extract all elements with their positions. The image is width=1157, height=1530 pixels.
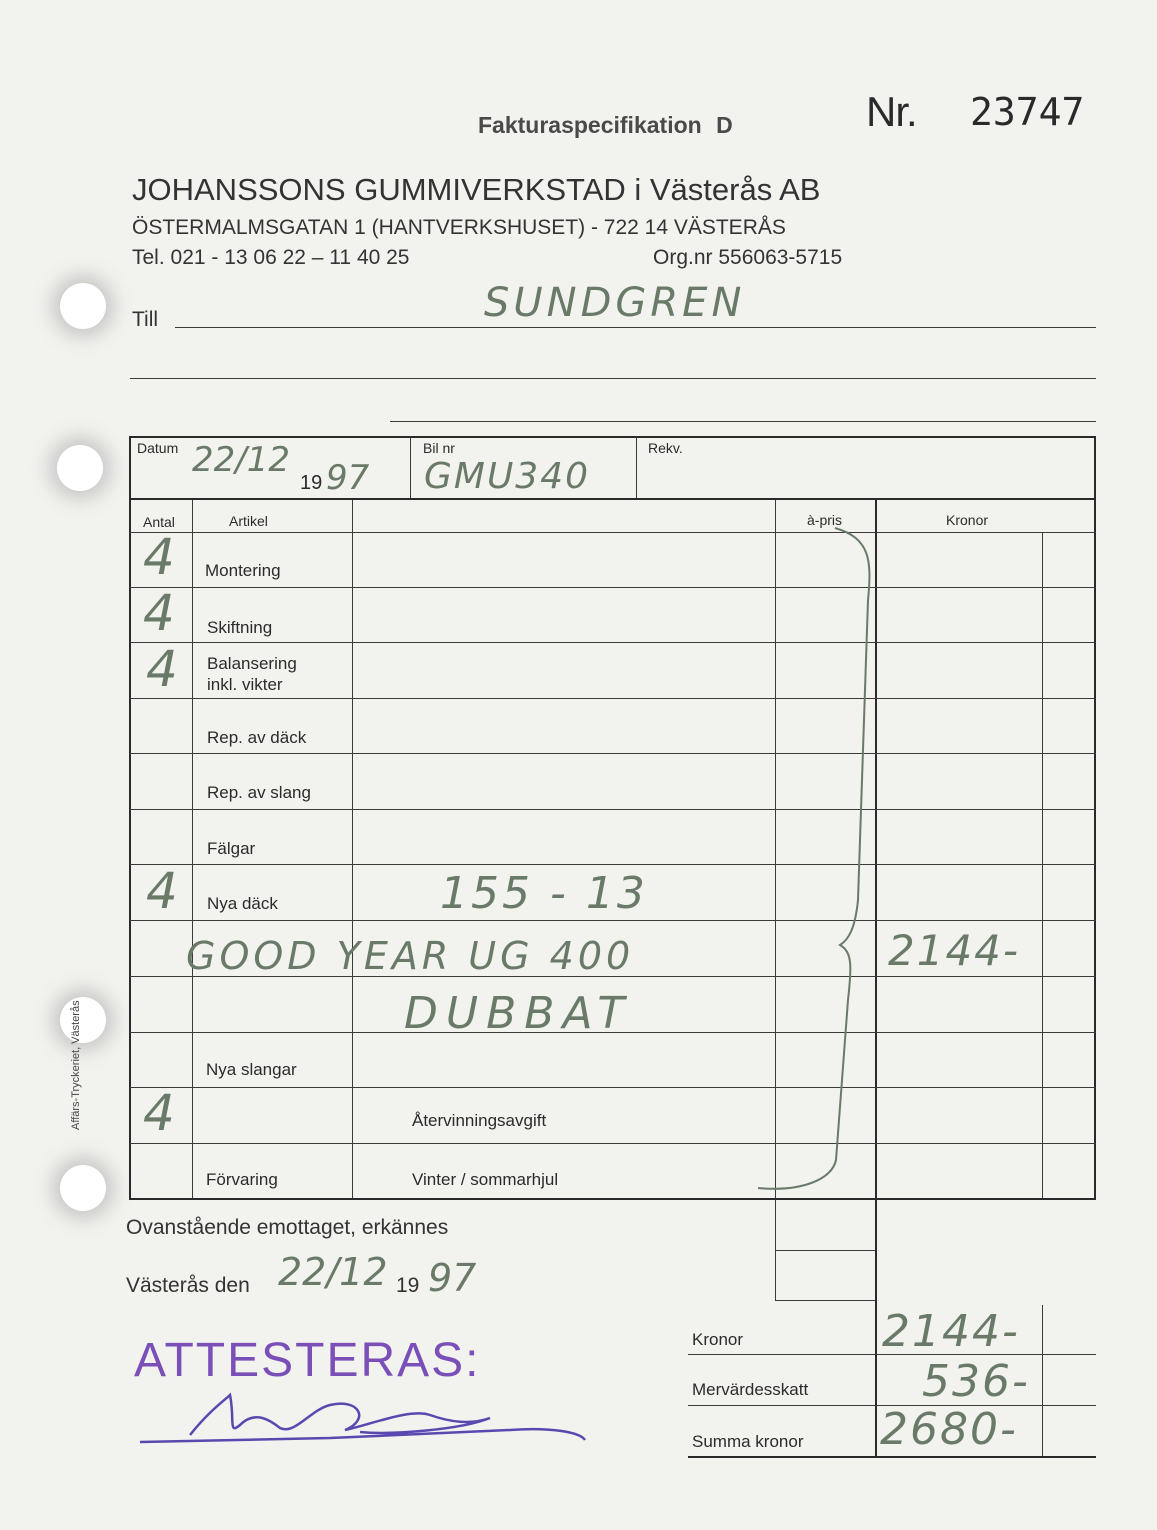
- row-artikel: Balansering inkl. vikter: [207, 654, 297, 694]
- totals-bottom: [688, 1456, 1096, 1458]
- form-title-text: Fakturaspecifikation: [478, 112, 702, 138]
- col-header-artikel: Artikel: [229, 513, 268, 529]
- row-antal[interactable]: 4: [143, 1084, 175, 1142]
- row-artikel: Nya slangar: [206, 1060, 297, 1079]
- nr-label: Nr.: [866, 88, 917, 135]
- row-antal[interactable]: 4: [143, 584, 175, 642]
- place-year-prefix: 19: [396, 1274, 420, 1297]
- col-divider-antal: [192, 500, 193, 1200]
- col-divider-ore: [1042, 1305, 1043, 1457]
- invoice-number: 23747: [970, 90, 1085, 134]
- place-date[interactable]: 22/12: [278, 1250, 388, 1294]
- line-total[interactable]: 2144-: [888, 926, 1021, 975]
- place-label: Västerås den: [126, 1274, 250, 1297]
- row-antal[interactable]: 4: [146, 862, 178, 920]
- company-phone: Tel. 021 - 13 06 22 – 11 40 25: [132, 246, 410, 269]
- punch-hole: [60, 1165, 106, 1211]
- totals-kronor-value[interactable]: 2144-: [882, 1306, 1020, 1357]
- row-artikel: Fälgar: [207, 839, 256, 858]
- col-header-antal: Antal: [143, 514, 175, 530]
- datum-label: Datum: [137, 440, 179, 456]
- till-value[interactable]: SUNDGREN: [484, 280, 746, 326]
- row-line: [129, 1087, 1096, 1088]
- row-desc[interactable]: DUBBAT: [404, 988, 633, 1039]
- row-artikel: Skiftning: [207, 618, 273, 637]
- till-label: Till: [132, 308, 159, 331]
- row-artikel: Förvaring: [206, 1170, 278, 1189]
- row-desc: Vinter / sommarhjul: [412, 1170, 559, 1189]
- row-line: [129, 698, 1096, 699]
- row-line: [129, 864, 1096, 865]
- row-antal[interactable]: 4: [143, 528, 175, 586]
- bracket-mark: [740, 520, 890, 1200]
- row-line: [129, 587, 1096, 588]
- attesteras-stamp: ATTESTERAS:: [134, 1334, 481, 1387]
- row-desc[interactable]: GOOD YEAR UG 400: [186, 934, 635, 978]
- datum-year-prefix: 19: [300, 472, 323, 494]
- company-name: JOHANSSONS GUMMIVERKSTAD i Västerås AB: [132, 172, 821, 207]
- bilnr-label: Bil nr: [423, 440, 455, 456]
- bilnr-value[interactable]: GMU340: [424, 456, 591, 497]
- col-divider-artikel: [352, 500, 353, 1200]
- totals-kronor-label: Kronor: [692, 1330, 744, 1349]
- table-left-border: [129, 436, 131, 1200]
- row-artikel: Nya däck: [207, 894, 278, 913]
- place-year-suffix[interactable]: 97: [428, 1256, 477, 1300]
- row-line: [775, 1250, 875, 1251]
- row-line: [129, 753, 1096, 754]
- row-desc[interactable]: 155 - 13: [440, 868, 648, 919]
- row-line: [129, 809, 1096, 810]
- row-antal[interactable]: 4: [146, 640, 178, 698]
- signature-icon: [130, 1380, 600, 1460]
- totals-summa-label: Summa kronor: [692, 1432, 804, 1451]
- punch-hole: [60, 283, 106, 329]
- punch-hole: [60, 997, 106, 1043]
- totals-summa-value[interactable]: 2680-: [880, 1404, 1018, 1455]
- col-header-kronor: Kronor: [946, 512, 989, 528]
- datum-day-month[interactable]: 22/12: [192, 440, 290, 480]
- col-header-apris: à-pris: [807, 512, 843, 528]
- info-divider: [410, 436, 411, 498]
- row-line: [129, 642, 1096, 643]
- form-title: [478, 112, 733, 139]
- row-line: [775, 1300, 875, 1301]
- info-box-bottom: [129, 498, 1096, 500]
- col-divider-ore: [1042, 1088, 1043, 1200]
- table-header-line: [129, 532, 1096, 533]
- row-desc: Återvinningsavgift: [412, 1111, 547, 1130]
- rekv-label: Rekv.: [648, 440, 683, 456]
- punch-hole: [57, 445, 103, 491]
- row-artikel: Rep. av däck: [207, 728, 307, 747]
- totals-moms-value[interactable]: 536-: [922, 1356, 1030, 1407]
- row-line: [129, 1143, 1096, 1144]
- company-org-nr: Org.nr 556063-5715: [653, 246, 843, 269]
- received-text: Ovanstående emottaget, erkännes: [126, 1216, 449, 1239]
- company-address: ÖSTERMALMSGATAN 1 (HANTVERKSHUSET) - 722 14 VÄSTERÅS: [132, 216, 786, 239]
- table-right-border: [1094, 436, 1096, 1200]
- form-letter: D: [716, 112, 733, 138]
- printer-credit: Affärs-Tryckeriet, Västerås: [70, 1000, 82, 1130]
- address-line: [130, 378, 1096, 379]
- datum-year-suffix[interactable]: 97: [326, 458, 370, 498]
- row-artikel: Montering: [205, 561, 281, 580]
- info-box-top: [129, 436, 1096, 438]
- till-line: [175, 327, 1096, 328]
- info-divider: [636, 436, 637, 498]
- address-line: [390, 421, 1096, 422]
- row-artikel: Rep. av slang: [207, 783, 311, 802]
- row-line: [129, 920, 1096, 921]
- totals-moms-label: Mervärdesskatt: [692, 1380, 809, 1399]
- col-divider-ore: [1042, 533, 1043, 1088]
- table-bottom-border: [129, 1198, 1096, 1200]
